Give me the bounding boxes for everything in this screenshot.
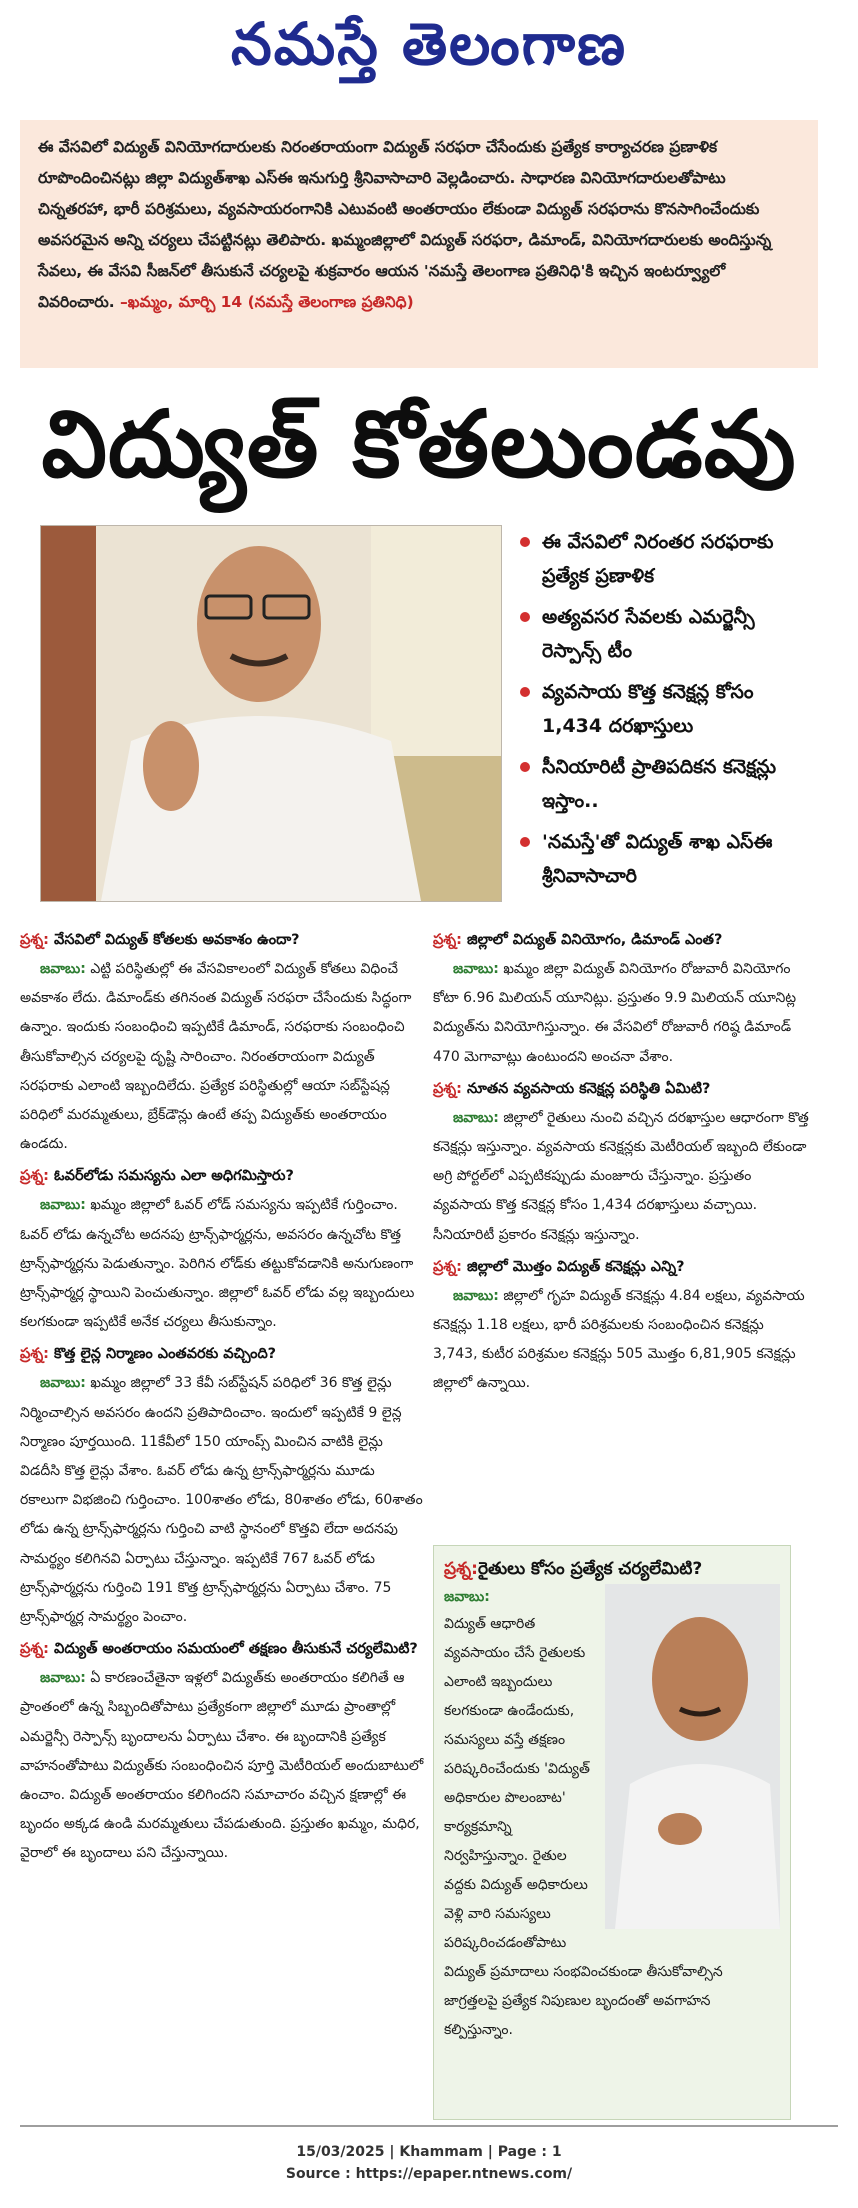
question (20, 925, 425, 955)
highlight-item (520, 750, 820, 818)
question-label: ప్రశ్న: (20, 1168, 49, 1185)
question (20, 1634, 425, 1664)
question-text: నూతన వ్యవసాయ కనెక్షన్ల పరిస్థితి ఏమిటి? (467, 1080, 711, 1097)
question-label: ప్రశ్న: (433, 1080, 462, 1097)
qa-block (433, 925, 811, 1072)
question-label: ప్రశ్న: (433, 1258, 462, 1275)
answer-label: జవాబు: (453, 1287, 499, 1304)
answer-text: జిల్లాలో గృహ విద్యుత్‌ కనెక్షన్లు 4.84 లక్షలు, వ్యవసాయ కనెక్షన్లు 1.18 లక్షలు, భారీ పరిశ్రమలకు సంబంధించిన కనెక్షన్లు 3,743, కుటీర పరిశ్రమల కనెక్షన్లు 505 మొత్తం 6,81,905 కనెక్షన్లు జిల్లాలో ఉన్నాయి. (433, 1287, 805, 1392)
highlight-item (520, 525, 820, 593)
bullet-dot-icon (520, 762, 530, 772)
question-text: ఓవర్‌లోడు సమస్యను ఎలా అధిగమిస్తారు? (54, 1168, 294, 1185)
headline: విద్యుత్‌ కోతలుండవు (41, 391, 797, 498)
answer-label: జవాబు: (40, 1197, 86, 1214)
masthead (0, 0, 858, 100)
official-photo-small (605, 1584, 780, 1929)
highlight-item (520, 825, 820, 893)
newspaper-title: నమస్తే తెలంగాణ (231, 10, 627, 78)
answer-text: ఖమ్మం జిల్లా విద్యుత్‌ వినియోగం రోజువారీ వినియోగం కోటా 6.96 మిలియన్‌ యూనిట్లు. ప్రస్తుతం 9.9 మిలియన్‌ యూనిట్ల విద్యుత్‌ను వినియోగిస్తున్నాం. ఈ వేసవిలో రోజువారీ గరిష్ఠ డిమాండ్‌ 470 మెగావాట్లు ఉంటుందని అంచనా వేశాం. (433, 961, 797, 1065)
answer (433, 1104, 811, 1250)
answer-text: ఏ కారణంచేతైనా ఇళ్లలో విద్యుత్‌కు అంతరాయం కలిగితే ఆ ప్రాంతంలో ఉన్న సిబ్బందితోపాటు ప్రత్యేకంగా జిల్లాలో మూడు ప్రాంతాల్లో ఎమర్జెన్సీ రెస్పాన్స్‌ బృందాలను ఏర్పాటు చేశాం. ఈ బృందానికి ప్రత్యేక వాహనంతోపాటు విద్యుత్‌కు సంబంధించిన పూర్తి మెటీరియల్‌ అందుబాటులో ఉంచాం. విద్యుత్‌ అంతరాయం కలిగిందని సమాచారం వచ్చిన క్షణాల్లో ఈ బృందం అక్కడ ఉండి మరమ్మతులు చేపడుతుంది. ప్రస్తుతం ఖమ్మం, మధిర, వైరాలో ఈ బృందాలు పని చేస్తున్నాయి. (20, 1670, 424, 1862)
qa-block (433, 1252, 811, 1399)
bullet-dot-icon (520, 612, 530, 622)
official-photo (40, 525, 502, 902)
highlight-item (520, 600, 820, 668)
answer-label: జవాబు: (453, 1109, 499, 1126)
question-text: వేసవిలో విద్యుత్‌ కోతలకు అవకాశం ఉందా? (54, 932, 300, 948)
question-text: జిల్లాలో మొత్తం విద్యుత్‌ కనెక్షన్లు ఎన్ని? (467, 1258, 685, 1275)
question-label: ప్రశ్న: (20, 1641, 49, 1658)
question-text: జిల్లాలో విద్యుత్‌ వినియోగం, డిమాండ్‌ ఎంత? (467, 932, 723, 948)
answer-text: జిల్లాలో రైతులు నుంచి వచ్చిన దరఖాస్తుల ఆధారంగా కొత్త కనెక్షన్లు ఇస్తున్నాం. వ్యవసాయ కనెక్షన్లకు మెటీరియల్‌ ఇబ్బంది లేకుండా అగ్రి పోర్టల్‌లో ఎప్పటికప్పుడు మంజూరు చేస్తున్నాం. ప్రస్తుతం వ్యవసాయ కొత్త కనెక్షన్ల కోసం 1,434 దరఖాస్తులు వచ్చాయి. సీనియారిటీ ప్రకారం కనెక్షన్లు ఇస్తున్నాం. (433, 1109, 809, 1243)
highlight-text: ఈ వేసవిలో నిరంతర సరఫరాకు ప్రత్యేక ప్రణాళిక (542, 531, 774, 587)
box-question (444, 1554, 780, 1584)
highlights (520, 525, 820, 905)
box-answer-label: జవాబు: (444, 1589, 490, 1605)
highlight-text: వ్యవసాయ కొత్త కనెక్షన్ల కోసం 1,434 దరఖాస్తులు (542, 681, 754, 737)
article-column-left (20, 925, 425, 1871)
answer (433, 1282, 811, 1399)
highlight-text: సీనియారిటీ ప్రాతిపదికన కనెక్షన్లు ఇస్తాం.. (542, 756, 777, 812)
question (433, 1252, 811, 1282)
qa-block (20, 1161, 425, 1337)
answer-text: ఖమ్మం జిల్లాలో ఓవర్‌ లోడ్‌ సమస్యను ఇప్పటికే గుర్తించాం. ఓవర్‌ లోడు ఉన్నచోట అదనపు ట్రాన్స్‌ఫార్మర్లను, అవసరం ఉన్నచోట కొత్త ట్రాన్స్‌ఫార్మర్లను పెడుతున్నాం. పెరిగిన లోడ్‌కు తట్టుకోవడానికి అనుగుణంగా ట్రాన్స్‌ఫార్మర్ల స్థాయిని పెంచుతున్నాం. జిల్లాలో ఓవర్‌ లోడు వల్ల ఇబ్బందులు కలగకుండా ఇప్పటికే అనేక చర్యలు తీసుకున్నాం. (20, 1197, 415, 1331)
intro-box (20, 120, 818, 368)
answer-label: జవాబు: (40, 961, 86, 977)
answer-label: జవాబు: (40, 1375, 86, 1392)
farmers-qa-box (433, 1545, 791, 2120)
qa-block (20, 925, 425, 1159)
question (433, 1074, 811, 1104)
answer (433, 955, 811, 1072)
highlight-item (520, 675, 820, 743)
box-answer-text: విద్యుత్‌ ఆధారిత వ్యవసాయం చేసే రైతులకు ఎలాంటి ఇబ్బందులు కలగకుండా ఉండేందుకు, సమస్యలు వస్తే తక్షణం పరిష్కరించేందుకు 'విద్యుత్‌ అధికారుల పొలంబాట' కార్యక్రమాన్ని నిర్వహిస్తున్నాం. రైతుల వద్దకు విద్యుత్‌ అధికారులు వెళ్లి వారి సమస్యలు పరిష్కరించడంతోపాటు విద్యుత్‌ ప్రమాదాలు సంభవించకుండా తీసుకోవాల్సిన జాగ్రత్తలపై ప్రత్యేక నిపుణుల బృందంతో అవగాహన కల్పిస్తున్నాం. (444, 1616, 723, 2038)
question-text: కొత్త లైన్ల నిర్మాణం ఎంతవరకు వచ్చింది? (54, 1346, 277, 1363)
source-link[interactable]: Source : https://epaper.ntnews.com/ (285, 2166, 573, 2182)
bullet-dot-icon (520, 537, 530, 547)
official-photo-small-illustration (605, 1584, 780, 1929)
question-label: ప్రశ్న: (444, 1559, 478, 1579)
answer (20, 1664, 425, 1868)
qa-block (20, 1634, 425, 1868)
intro-body: ఈ వేసవిలో విద్యుత్‌ వినియోగదారులకు నిరంతరాయంగా విద్యుత్‌ సరఫరా చేసేందుకు ప్రత్యేక కార్యాచరణ ప్రణాళిక రూపొందించినట్లు జిల్లా విద్యుత్‌శాఖ ఎస్‌ఈ ఇనుగుర్తి శ్రీనివాసాచారి వెల్లడించారు. సాధారణ వినియోగదారులతోపాటు చిన్నతరహా, భారీ పరిశ్రమలు, వ్యవసాయరంగానికి ఎటువంటి అంతరాయం లేకుండా విద్యుత్‌ సరఫరాను కొనసాగించేందుకు అవసరమైన అన్ని చర్యలు చేపట్టినట్లు తెలిపారు. ఖమ్మంజిల్లాలో విద్యుత్‌ సరఫరా, డిమాండ్‌, వినియోగదారులకు అందిస్తున్న సేవలు, ఈ వేసవి సీజన్‌లో తీసుకునే చర్యలపై శుక్రవారం ఆయన 'నమస్తే తెలంగాణ ప్రతినిధి'కి ఇచ్చిన ఇంటర్వ్యూలో వివరించారు. (38, 138, 772, 311)
page-footer (0, 2125, 858, 2185)
question-label: ప్రశ్న: (20, 1346, 49, 1363)
bullet-dot-icon (520, 687, 530, 697)
qa-block (433, 1074, 811, 1250)
article-column-right (433, 925, 811, 1401)
edition-info: 15/03/2025 | Khammam | Page : 1 (296, 2144, 562, 2160)
highlights-list (520, 525, 820, 893)
answer (20, 1369, 425, 1632)
answer-text: ఎట్టి పరిస్థితుల్లో ఈ వేసవికాలంలో విద్యుత్‌ కోతలు విధించే అవకాశం లేదు. డిమాండ్‌కు తగినంత విద్యుత్‌ సరఫరా చేసేందుకు సిద్ధంగా ఉన్నాం. ఇందుకు సంబంధించి ఇప్పటికే డిమాండ్‌, సరఫరాకు సంబంధించి తీసుకోవాల్సిన చర్యలపై దృష్టి సారించాం. నిరంతరాయంగా విద్యుత్‌ సరఫరాకు ఎలాంటి ఇబ్బందిలేదు. ప్రత్యేక పరిస్థితుల్లో ఆయా సబ్‌స్టేషన్ల పరిధిలో మరమ్మతులు, బ్రేక్‌డౌన్లు ఉంటే తప్ప విద్యుత్‌కు అంతరాయం ఉండదు. (20, 961, 412, 1153)
intro-text (38, 132, 800, 318)
footer-divider (20, 2125, 838, 2127)
box-question-text: రైతులు కోసం ప్రత్యేక చర్యలేమిటి? (477, 1559, 703, 1579)
question (20, 1161, 425, 1191)
highlight-text: అత్యవసర సేవలకు ఎమర్జెన్సీ రెస్పాన్స్‌ టీం (542, 606, 755, 662)
question (20, 1339, 425, 1369)
bullet-dot-icon (520, 837, 530, 847)
qa-block (20, 1339, 425, 1632)
answer-label: జవాబు: (453, 961, 499, 977)
answer-label: జవాబు: (40, 1670, 86, 1687)
official-photo-illustration (41, 526, 501, 901)
question-label: ప్రశ్న: (433, 932, 462, 948)
highlight-text: 'నమస్తే'తో విద్యుత్‌ శాఖ ఎస్‌ఈ శ్రీనివాసాచారి (542, 831, 773, 887)
dateline: –ఖమ్మం, మార్చి 14 (నమస్తే తెలంగాణ ప్రతినిధి) (120, 293, 414, 311)
question-text: విద్యుత్‌ అంతరాయం సమయంలో తక్షణం తీసుకునే చర్యలేమిటి? (54, 1641, 418, 1658)
answer (20, 955, 425, 1159)
answer-text: ఖమ్మం జిల్లాలో 33 కేవీ సబ్‌స్టేషన్‌ పరిధిలో 36 కొత్త లైన్లు నిర్మించాల్సిన అవసరం ఉందని ప్రతిపాదించాం. ఇందులో ఇప్పటికే 9 లైన్ల నిర్మాణం పూర్తయింది. 11కేవీలో 150 యాంప్స్‌ మించిన వాటికి లైన్లు విడదీసి కొత్త లైన్లు వేశాం. ఓవర్‌ లోడు ఉన్న ట్రాన్స్‌ఫార్మర్లను మూడు రకాలుగా విభజించి గుర్తించాం. 100శాతం లోడు, 80శాతం లోడు, 60శాతం లోడు ఉన్న ట్రాన్స్‌ఫార్మర్లను గుర్తించి వాటి స్థానంలో కొత్తవి లేదా అదనపు సామర్థ్యం కలిగినవి ఏర్పాటు చేస్తున్నాం. ఇప్పటికే 767 ఓవర్‌ లోడు ట్రాన్స్‌ఫార్మర్లను గుర్తించి 191 కొత్త ట్రాన్స్‌ఫార్మర్లను ఏర్పాటు చేశాం. 75 ట్రాన్స్‌ఫార్మర్ల సామర్థ్యం పెంచాం. (20, 1375, 423, 1626)
answer (20, 1191, 425, 1337)
question (433, 925, 811, 955)
question-label: ప్రశ్న: (20, 932, 49, 948)
